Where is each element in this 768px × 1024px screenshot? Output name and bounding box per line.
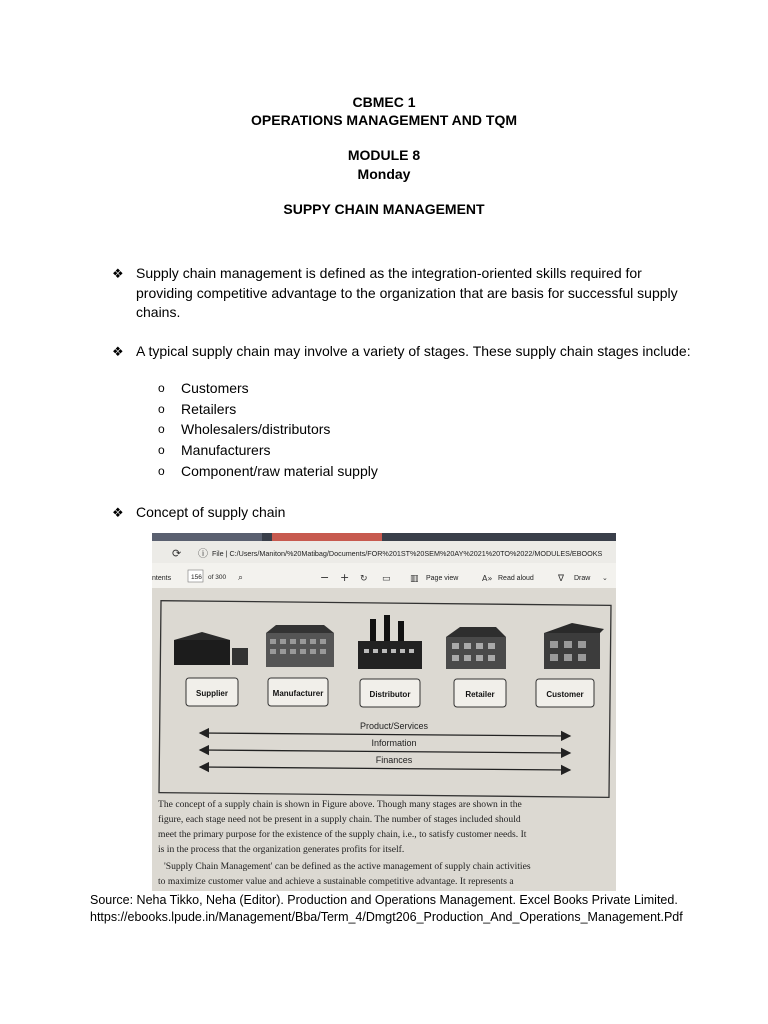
list-item: o Wholesalers/distributors [158, 421, 331, 437]
photo-body-line: to maximize customer value and achieve a sustainable competitive advantage. It represents a [158, 876, 514, 887]
list-item: o Retailers [158, 401, 237, 417]
address-bar-text: File | C:/Users/Maniton/%20Matibag/Documents/FOR%201ST%20SEM%20AY%2021%20TO%2022/MODULES/EBOOKS [212, 549, 603, 558]
photo-body-line: 'Supply Chain Management' can be defined as the active management of supply chain activities [164, 861, 531, 872]
search-icon: ⌕ [238, 573, 244, 583]
draw-label: Draw [574, 575, 591, 582]
rotate-icon: ↻ [360, 574, 368, 584]
zoom-in-icon: + [340, 571, 350, 584]
source-url: https://ebooks.lpude.in/Management/Bba/Term_4/Dmgt206_Production_And_Operations_Management.Pdf [90, 910, 683, 924]
draw-icon: ∇ [558, 574, 565, 584]
list-item: o Customers [158, 380, 249, 396]
photo-body-line: figure, each stage need not be present in a supply chain. The number of stages included should [158, 814, 521, 825]
photo-body-line: The concept of a supply chain is shown in Figure above. Though many stages are shown in the [158, 799, 522, 810]
bullet-definition [112, 264, 692, 323]
stage-label-retailer: Retailer [465, 690, 495, 699]
bullet-text: Supply chain management is defined as the integration-oriented skills required for providing competitive advantage to the organization that are basis for successful supply chains. [136, 265, 678, 320]
photo-body-line: meet the primary purpose for the existence of the supply chain, i.e., to satisfy customer needs. It [158, 829, 527, 840]
bullet-text: A typical supply chain may involve a variety of stages. These supply chain stages include: [136, 343, 691, 359]
source-citation [90, 892, 690, 926]
diamond-bullet-icon: ❖ [112, 266, 124, 281]
flow-label-finances: Finances [375, 755, 413, 765]
source-reference: Source: Neha Tikko, Neha (Editor). Production and Operations Management. Excel Books Private Limited. [90, 893, 678, 907]
retailer-building-icon [446, 627, 506, 669]
refresh-icon: ⟳ [172, 547, 182, 560]
info-icon: ⓘ [198, 549, 208, 560]
circle-bullet-icon: o [158, 464, 165, 478]
read-aloud-icon: A» [482, 574, 493, 583]
fit-page-icon: ▭ [382, 574, 391, 584]
chevron-down-icon: ⌄ [602, 574, 608, 582]
topic-title: SUPPY CHAIN MANAGEMENT [283, 201, 485, 217]
circle-bullet-icon: o [158, 422, 165, 436]
diamond-bullet-icon: ❖ [112, 344, 124, 359]
bullet-concept [112, 503, 692, 523]
list-item: o Manufacturers [158, 442, 271, 458]
stage-label-customer: Customer [546, 690, 584, 699]
supply-chain-photo [152, 533, 616, 891]
bullet-stages [112, 342, 692, 362]
stage-label-supplier: Supplier [195, 689, 229, 698]
photo-body-line: is in the process that the organization generates profits for itself. [158, 844, 405, 855]
bullet-text: Concept of supply chain [136, 504, 286, 520]
contents-label: ntents [152, 575, 172, 582]
stage-label-distributor: Distributor [369, 690, 411, 699]
diamond-bullet-icon: ❖ [112, 505, 124, 520]
module-number: MODULE 8 [347, 147, 421, 163]
read-aloud-label: Read aloud [498, 575, 534, 582]
course-code: CBMEC 1 [352, 94, 416, 110]
stage-label-manufacturer: Manufacturer [272, 689, 324, 698]
page-number: 156 [191, 574, 202, 581]
page-view-icon: ▥ [410, 574, 419, 584]
circle-bullet-icon: o [158, 443, 165, 457]
circle-bullet-icon: o [158, 381, 165, 395]
page-view-label: Page view [426, 575, 459, 582]
page-count: of 300 [208, 574, 227, 581]
zoom-out-icon: − [320, 571, 330, 584]
module-day: Monday [357, 166, 411, 182]
flow-label-product: Product/Services [359, 721, 429, 731]
circle-bullet-icon: o [158, 402, 165, 416]
manufacturer-building-icon [266, 625, 334, 667]
customer-building-icon [544, 623, 604, 669]
list-item: o Component/raw material supply [158, 463, 378, 479]
flow-label-information: Information [371, 738, 417, 748]
subject-title: OPERATIONS MANAGEMENT AND TQM [251, 112, 517, 128]
